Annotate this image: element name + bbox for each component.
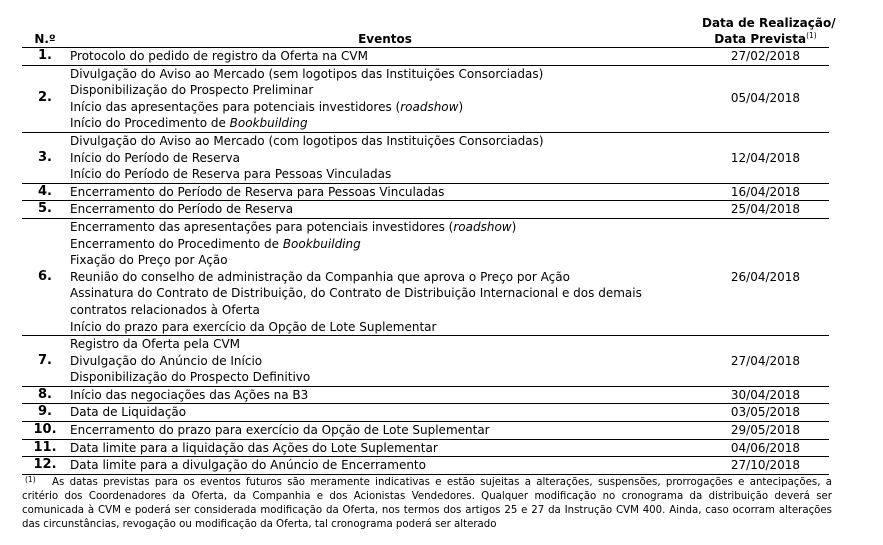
event-term-italic: roadshow <box>400 99 459 114</box>
header-row <box>22 15 829 48</box>
event-date: 30/04/2018 <box>702 386 829 404</box>
event-line <box>70 440 702 457</box>
event-term-italic: Bookbuilding <box>282 236 361 251</box>
event-number: 10. <box>22 422 68 440</box>
event-line <box>70 184 702 201</box>
event-text: Encerramento do Período de Reserva para Pessoas Vinculadas <box>70 184 445 199</box>
event-line <box>70 336 702 353</box>
event-line <box>70 252 702 269</box>
event-description <box>68 65 702 132</box>
event-text: Início do Procedimento de <box>70 116 230 131</box>
event-line <box>70 99 702 116</box>
event-text: Encerramento das apresentações para potenciais investidores ( <box>70 219 454 234</box>
event-date: 29/05/2018 <box>702 422 829 440</box>
event-number: 5. <box>22 201 68 219</box>
table-row <box>22 386 829 404</box>
table-row <box>22 439 829 457</box>
event-text: Divulgação do Anúncio de Início <box>70 353 263 368</box>
event-number: 3. <box>22 132 68 183</box>
event-date: 27/10/2018 <box>702 457 829 475</box>
event-date: 25/04/2018 <box>702 201 829 219</box>
event-text: Encerramento do Período de Reserva <box>70 202 294 217</box>
event-line <box>70 48 702 65</box>
event-text: Início do Período de Reserva para Pessoas Vinculadas <box>70 167 392 182</box>
event-text: Disponibilização do Prospecto Definitivo <box>70 370 311 385</box>
event-text: Encerramento do Procedimento de <box>70 236 283 251</box>
event-line <box>70 319 702 336</box>
event-text: Início das apresentações para potenciais investidores ( <box>70 99 401 114</box>
event-line <box>70 269 702 286</box>
event-line <box>70 133 702 150</box>
schedule-body <box>22 48 829 475</box>
event-number: 9. <box>22 404 68 422</box>
event-text: Data limite para a liquidação das Ações do Lote Suplementar <box>70 440 438 455</box>
event-line <box>70 166 702 183</box>
event-description <box>68 132 702 183</box>
footnote-reference: (1) <box>806 31 817 40</box>
event-line <box>70 66 702 83</box>
event-text: Data de Liquidação <box>70 405 187 420</box>
event-text: Data limite para a divulgação do Anúncio de Encerramento <box>70 458 426 473</box>
event-text: Assinatura do Contrato de Distribuição, do Contrato de Distribuição Internacional e dos demais <box>70 286 642 301</box>
event-description <box>68 218 702 335</box>
header-number: N.º <box>22 15 68 48</box>
table-row <box>22 457 829 475</box>
event-term-italic: Bookbuilding <box>229 116 308 131</box>
event-text: Início do Período de Reserva <box>70 150 240 165</box>
event-number: 1. <box>22 48 68 66</box>
event-text: Início do prazo para exercício da Opção de Lote Suplementar <box>70 319 437 334</box>
header-events: Eventos <box>68 15 702 48</box>
event-date: 27/02/2018 <box>702 48 829 66</box>
footnote <box>22 476 832 532</box>
event-description <box>68 386 702 404</box>
event-date: 27/04/2018 <box>702 336 829 387</box>
event-text: Início das negociações das Ações na B3 <box>70 387 309 402</box>
event-number: 11. <box>22 439 68 457</box>
event-description <box>68 457 702 475</box>
event-text: Reunião do conselho de administração da Companhia que aprova o Preço por Ação <box>70 269 570 284</box>
table-row <box>22 404 829 422</box>
header-date-line2: Data Prevista <box>714 32 807 46</box>
table-row <box>22 132 829 183</box>
event-text: Protocolo do pedido de registro da Oferta na CVM <box>70 49 368 63</box>
event-date: 26/04/2018 <box>702 218 829 335</box>
event-line <box>70 457 702 474</box>
event-number: 8. <box>22 386 68 404</box>
table-row <box>22 183 829 201</box>
event-text: Divulgação do Aviso ao Mercado (sem logotipos das Instituições Consorciadas) <box>70 66 544 81</box>
header-date-line1: Data de Realização/ <box>702 16 836 30</box>
event-date: 03/05/2018 <box>702 404 829 422</box>
table-row <box>22 336 829 387</box>
event-line <box>70 353 702 370</box>
event-line <box>70 369 702 386</box>
schedule-table <box>22 15 836 475</box>
event-date: 16/04/2018 <box>702 183 829 201</box>
event-description <box>68 439 702 457</box>
event-line <box>70 150 702 167</box>
event-description <box>68 48 702 66</box>
header-date <box>702 15 836 48</box>
event-line <box>70 115 702 132</box>
event-text: ) <box>511 219 517 234</box>
event-text: Disponibilização do Prospecto Preliminar <box>70 83 314 98</box>
event-number: 12. <box>22 457 68 475</box>
event-description <box>68 336 702 387</box>
event-number: 6. <box>22 218 68 335</box>
event-description <box>68 422 702 440</box>
event-date: 12/04/2018 <box>702 132 829 183</box>
event-line <box>70 302 702 319</box>
event-date: 05/04/2018 <box>702 65 829 132</box>
event-description <box>68 404 702 422</box>
event-term-italic: roadshow <box>453 219 512 234</box>
table-row <box>22 48 829 66</box>
table-row <box>22 422 829 440</box>
event-text: contratos relacionados à Oferta <box>70 302 260 317</box>
event-text: Encerramento do prazo para exercício da Opção de Lote Suplementar <box>70 423 490 438</box>
event-line <box>70 236 702 253</box>
event-description <box>68 201 702 219</box>
footnote-mark: (1) <box>25 475 36 484</box>
event-line <box>70 422 702 439</box>
event-description <box>68 183 702 201</box>
event-number: 4. <box>22 183 68 201</box>
event-text: ) <box>458 99 464 114</box>
event-line <box>70 219 702 236</box>
event-line <box>70 201 702 218</box>
event-text: Fixação do Preço por Ação <box>70 253 228 268</box>
event-date: 04/06/2018 <box>702 439 829 457</box>
footnote-text: As datas previstas para os eventos futuros são meramente indicativas e estão sujeitas a alterações, suspensões, prorrogações e antecipações, a critério dos Coordenadores da Oferta, da Companhia e dos Acionistas Vendedores. Qualquer modificação no cronograma da distribuição deverá ser comunicada à CVM e poderá ser considerada modificação da Oferta, nos termos dos artigos 25 e 27 da Instrução CVM 400. Ainda, caso ocorram alterações das circunstâncias, revogação ou modificação da Oferta, tal cronograma poderá ser alterado <box>22 477 832 530</box>
event-number: 7. <box>22 336 68 387</box>
event-line <box>70 387 702 404</box>
table-row <box>22 65 829 132</box>
event-number: 2. <box>22 65 68 132</box>
event-line <box>70 285 702 302</box>
event-text: Registro da Oferta pela CVM <box>70 337 241 352</box>
event-text: Divulgação do Aviso ao Mercado (com logotipos das Instituições Consorciadas) <box>70 133 544 148</box>
table-row <box>22 201 829 219</box>
event-line <box>70 404 702 421</box>
event-line <box>70 82 702 99</box>
table-row <box>22 218 829 335</box>
